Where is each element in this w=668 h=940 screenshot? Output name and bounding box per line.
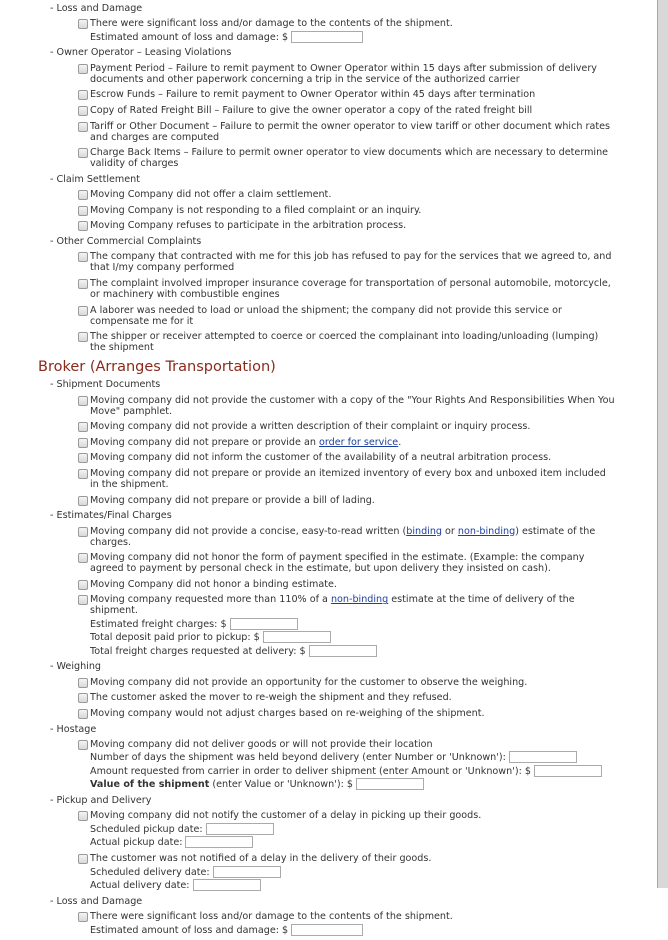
complaint-option (78, 739, 615, 791)
label-text: or (442, 525, 458, 537)
label-text: Moving Company refuses to participate in the arbitration process. (90, 220, 407, 232)
complaint-option (78, 853, 615, 891)
label-text: There were significant loss and/or damage to the contents of the shipment. (90, 18, 453, 30)
field-input[interactable] (206, 823, 274, 835)
complaint-option (78, 189, 615, 200)
field-label: Number of days the shipment was held beyond delivery (enter Number or 'Unknown'): (90, 752, 506, 764)
complaint-option (78, 437, 615, 448)
detail-field (90, 866, 615, 878)
field-input[interactable] (291, 924, 363, 936)
group-title: - Loss and Damage (50, 3, 143, 14)
complaint-checkbox[interactable] (78, 190, 88, 200)
group-title: - Loss and Damage (50, 895, 143, 907)
field-label: Scheduled pickup date: (90, 823, 203, 835)
complaint-option (78, 147, 615, 169)
complaint-group (50, 510, 608, 657)
group-title: - Shipment Documents (50, 379, 161, 391)
option-label (90, 331, 598, 353)
detail-field (90, 765, 615, 777)
complaint-group (50, 724, 608, 791)
complaint-group (50, 379, 615, 506)
option-label (90, 739, 433, 750)
label-text: Moving company did not notify the customer of a delay in picking up their goods. (90, 810, 482, 822)
label-text: Moving Company did not honor a binding estimate. (90, 578, 337, 590)
field-input[interactable] (185, 836, 253, 848)
complaint-checkbox[interactable] (78, 122, 88, 132)
option-label (90, 911, 453, 922)
complaint-checkbox[interactable] (78, 811, 88, 821)
complaint-checkbox[interactable] (78, 396, 88, 406)
complaint-group (50, 174, 608, 232)
group-title: - Owner Operator – Leasing Violations (50, 47, 232, 59)
option-label (90, 305, 562, 327)
detail-field (90, 836, 615, 848)
complaint-option (78, 220, 615, 231)
label-text: ) estimate of the charges. (90, 525, 596, 548)
info-link[interactable]: non-binding (330, 594, 389, 606)
complaint-checkbox[interactable] (78, 496, 88, 506)
label-text: The customer was not notified of a delay in the delivery of their goods. (90, 853, 432, 865)
label-text: Charge Back Items – Failure to permit owner operator to view documents which are necessary to determine validity of charges (90, 147, 609, 170)
group-title: - Estimates/Final Charges (50, 510, 172, 522)
complaint-checkbox[interactable] (78, 279, 88, 289)
complaint-checkbox[interactable] (78, 678, 88, 688)
complaint-checkbox[interactable] (78, 527, 88, 537)
label-text: The shipper or receiver attempted to coerce or coerced the complainant into loading/unloading (lumping) the shipment (90, 331, 599, 354)
label-text: The company that contracted with me for this job has refused to pay for the services that we agreed to, and that I/my company performed (90, 251, 612, 274)
field-input[interactable] (291, 31, 363, 43)
complaint-group (50, 896, 608, 936)
label-text: Moving company did not provide an opportunity for the customer to observe the weighing. (90, 676, 528, 688)
label-text: A laborer was needed to load or unload the shipment; the company did not provide this service or compensate me for it (90, 304, 562, 327)
detail-field (90, 879, 615, 891)
complaint-checkbox[interactable] (78, 90, 88, 100)
complaint-checkbox[interactable] (78, 422, 88, 432)
detail-field (90, 618, 615, 630)
complaint-checkbox[interactable] (78, 19, 88, 29)
complaint-option (78, 278, 615, 300)
info-link[interactable]: binding (406, 525, 442, 537)
label-text: estimate at the time of delivery of the shipment. (90, 594, 575, 617)
group-title: - Weighing (50, 661, 102, 673)
complaint-checkbox[interactable] (78, 64, 88, 74)
detail-field (90, 31, 615, 43)
field-input[interactable] (213, 866, 281, 878)
field-label: Total freight charges requested at delivery: $ (90, 645, 306, 657)
option-label (90, 147, 608, 169)
detail-field (90, 924, 615, 936)
group-title: - Pickup and Delivery (50, 795, 152, 807)
group-title: - Other Commercial Complaints (50, 236, 202, 248)
complaint-option (78, 395, 615, 417)
complaint-option (78, 468, 615, 490)
complaint-option (78, 677, 615, 688)
field-label: Estimated freight charges: $ (90, 618, 227, 630)
complaint-option (78, 594, 615, 657)
complaint-checkbox[interactable] (78, 912, 88, 922)
complaint-group (50, 795, 608, 891)
complaint-group (50, 661, 608, 719)
field-label: Estimated amount of loss and damage: $ (90, 31, 289, 43)
option-label (90, 579, 337, 590)
field-label: Total deposit paid prior to pickup: $ (90, 632, 260, 644)
group-title: - Claim Settlement (50, 173, 140, 185)
window-edge (657, 0, 668, 888)
complaint-option (78, 810, 615, 848)
detail-field (90, 751, 615, 763)
option-label (90, 495, 375, 506)
label-text: Tariff or Other Document – Failure to permit the owner operator to view tariff or other document which rates and charges are computed (90, 120, 610, 143)
label-text: The complaint involved improper insurance coverage for transportation of personal automobile, motorcycle, or machinery with combustible engines (90, 278, 611, 300)
complaint-checkbox[interactable] (78, 740, 88, 750)
complaint-option (78, 121, 615, 143)
complaint-option (78, 495, 615, 506)
complaint-option (78, 452, 615, 463)
complaint-option (78, 421, 615, 432)
label-text: Moving company did not provide the customer with a copy of the "Your Rights And Responsibilities When You Move" pamphlet. (90, 394, 615, 417)
complaint-option (78, 911, 615, 936)
complaint-checkbox[interactable] (78, 595, 88, 605)
complaint-checkbox[interactable] (78, 106, 88, 116)
complaint-group (50, 3, 608, 43)
complaint-checkbox[interactable] (78, 693, 88, 703)
complaint-checkbox[interactable] (78, 709, 88, 719)
label-text: Moving company did not inform the customer of the availability of a neutral arbitration process. (90, 452, 552, 464)
complaint-option (78, 305, 615, 327)
complaint-option (78, 105, 615, 116)
complaint-option (78, 552, 615, 574)
complaint-categories (38, 0, 615, 940)
group-title: - Hostage (50, 723, 97, 735)
detail-field (90, 823, 615, 835)
option-label (90, 810, 481, 821)
label-text: Moving company did not prepare or provide an (90, 436, 319, 448)
complaint-checkbox[interactable] (78, 332, 88, 342)
option-label (90, 278, 611, 300)
complaint-option (78, 251, 615, 273)
field-label: Actual pickup date: (90, 837, 183, 849)
option-label (90, 594, 575, 616)
option-label (90, 526, 595, 548)
info-link[interactable]: order for service (318, 436, 399, 448)
complaint-option (78, 708, 615, 719)
field-input[interactable] (356, 778, 424, 790)
option-label (90, 89, 535, 100)
complaint-option (78, 18, 615, 43)
complaint-option (78, 63, 615, 85)
complaint-checkbox[interactable] (78, 306, 88, 316)
label-text: Moving Company did not offer a claim settlement. (90, 189, 332, 201)
label-text: Moving company did not deliver goods or will not provide their location (90, 738, 433, 750)
field-input[interactable] (309, 645, 377, 657)
complaint-option (78, 89, 615, 100)
label-text: Moving company requested more than 110% of a (90, 594, 331, 606)
field-input[interactable] (263, 631, 331, 643)
option-label (90, 121, 610, 143)
field-label: Scheduled delivery date: (90, 866, 210, 878)
option-label (90, 708, 485, 719)
complaint-checkbox[interactable] (78, 206, 88, 216)
label-text: Moving company would not adjust charges based on re-weighing of the shipment. (90, 707, 485, 719)
field-label: (enter Value or 'Unknown'): $ (209, 779, 353, 791)
detail-field (90, 631, 615, 643)
option-label (90, 395, 615, 417)
option-label (90, 853, 431, 864)
complaint-group (50, 236, 612, 354)
complaint-checkbox[interactable] (78, 469, 88, 479)
complaint-group (50, 47, 608, 169)
field-input[interactable] (230, 618, 298, 630)
option-label (90, 677, 527, 688)
option-label (90, 552, 584, 574)
complaint-option (78, 526, 615, 548)
field-label: Amount requested from carrier in order to deliver shipment (enter Amount or 'Unknown'): $ (90, 765, 531, 777)
complaint-option (78, 579, 615, 590)
label-text: Escrow Funds – Failure to remit payment to Owner Operator within 45 days after termination (90, 89, 536, 101)
option-label (90, 220, 406, 231)
label-text: Moving company did not honor the form of payment specified in the estimate. (Example: the company agreed to payment by personal check in the estimate, but upon delivery they insisted on cash). (90, 552, 585, 575)
complaint-checkbox[interactable] (78, 252, 88, 262)
detail-field (90, 778, 615, 790)
option-label (90, 205, 421, 216)
option-label (90, 63, 597, 85)
option-label (90, 692, 452, 703)
option-label (90, 468, 606, 490)
field-label: Actual delivery date: (90, 880, 190, 892)
field-input[interactable] (193, 879, 261, 891)
info-link[interactable]: non-binding (457, 525, 516, 537)
label-text: There were significant loss and/or damage to the contents of the shipment. (90, 911, 453, 923)
option-label (90, 105, 532, 116)
complaint-checkbox[interactable] (78, 453, 88, 463)
section-heading: Broker (Arranges Transportation) (38, 359, 276, 376)
complaint-checkbox[interactable] (78, 438, 88, 448)
complaint-checkbox[interactable] (78, 553, 88, 563)
field-label-bold: Value of the shipment (90, 779, 210, 791)
label-text: Moving company did not provide a concise, easy-to-read written ( (90, 525, 407, 537)
complaint-checkbox[interactable] (78, 221, 88, 231)
label-text: Moving company did not provide a written description of their complaint or inquiry process. (90, 421, 531, 433)
option-label (90, 421, 530, 432)
label-text: Moving company did not prepare or provide a bill of lading. (90, 494, 375, 506)
complaint-option (78, 205, 615, 216)
option-label (90, 437, 401, 448)
complaint-checkbox[interactable] (78, 580, 88, 590)
label-text: Copy of Rated Freight Bill – Failure to give the owner operator a copy of the rated freight bill (90, 105, 533, 117)
label-text: . (398, 436, 402, 448)
label-text: The customer asked the mover to re-weigh the shipment and they refused. (90, 692, 452, 704)
option-label (90, 452, 551, 463)
field-input[interactable] (509, 751, 577, 763)
option-label (90, 251, 611, 273)
complaint-option (78, 692, 615, 703)
detail-field (90, 645, 615, 657)
field-input[interactable] (534, 765, 602, 777)
complaint-checkbox[interactable] (78, 854, 88, 864)
label-text: Moving Company is not responding to a filed complaint or an inquiry. (90, 204, 422, 216)
complaint-checkbox[interactable] (78, 148, 88, 158)
field-label: Estimated amount of loss and damage: $ (90, 924, 289, 936)
option-label (90, 18, 453, 29)
option-label (90, 189, 331, 200)
complaint-option (78, 331, 615, 353)
label-text: Payment Period – Failure to remit payment to Owner Operator within 15 days after submission of delivery documents and other paperwork concerning a trip in the service of the authorized carrier (90, 62, 597, 85)
label-text: Moving company did not prepare or provide an itemized inventory of every box and unboxed item included in the shipment. (90, 467, 606, 490)
